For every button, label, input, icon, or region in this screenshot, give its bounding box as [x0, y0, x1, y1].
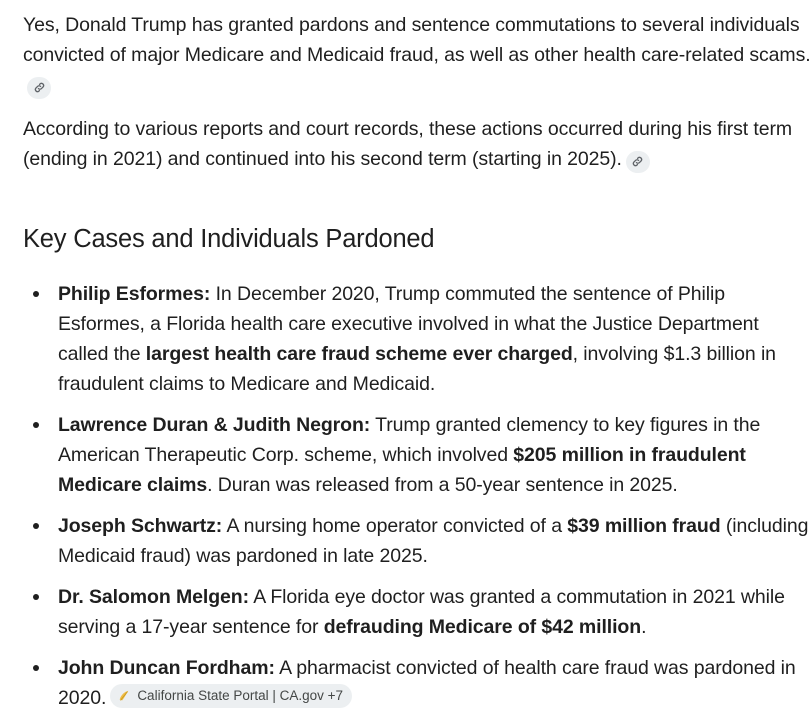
- response-content: [23, 10, 812, 713]
- link-icon: [631, 155, 644, 168]
- case-highlight: $205 million in fraudulent Medicare claims: [58, 444, 746, 496]
- link-icon: [33, 81, 46, 94]
- case-text: Trump granted clemency to key figures in the American Therapeutic Corp. scheme, which involved: [58, 414, 761, 466]
- bullet: [33, 291, 39, 297]
- cases-list: [23, 279, 812, 713]
- case-text: .: [641, 616, 647, 638]
- list-item: [23, 582, 812, 642]
- case-highlight: defrauding Medicare of $42 million: [323, 616, 642, 638]
- case-name: Philip Esformes:: [58, 283, 211, 305]
- bullet: [33, 523, 39, 529]
- case-text: A Florida eye doctor was granted a commutation in 2021 while serving a 17-year sentence for: [58, 586, 785, 638]
- bullet: [33, 422, 39, 428]
- case-highlight: $39 million fraud: [567, 515, 721, 537]
- bullet: [33, 665, 39, 671]
- case-name: Joseph Schwartz:: [58, 515, 223, 537]
- case-text: , involving $1.3 billion in fraudulent claims to Medicare and Medicaid.: [58, 343, 776, 395]
- case-text: A pharmacist convicted of health care fraud was pardoned in 2020.: [58, 657, 796, 709]
- case-text: (including Medicaid fraud) was pardoned in late 2025.: [58, 515, 809, 567]
- case-name: Dr. Salomon Melgen:: [58, 586, 249, 608]
- bullet: [33, 594, 39, 600]
- case-name: John Duncan Fordham:: [58, 657, 275, 679]
- case-text: In December 2020, Trump commuted the sentence of Philip Esformes, a Florida health care executive involved in what the Justice Department called the: [58, 283, 759, 365]
- intro-text-2: According to various reports and court records, these actions occurred during his first term (ending in 2021) and continued into his second term (starting in 2025).: [23, 118, 792, 170]
- ca-gov-favicon-icon: [117, 689, 131, 703]
- case-highlight: largest health care fraud scheme ever charged: [145, 343, 573, 365]
- list-item: [23, 653, 812, 713]
- citation-link-button-1[interactable]: [27, 77, 51, 99]
- source-chip-button[interactable]: [110, 684, 352, 708]
- case-text: A nursing home operator convicted of a: [222, 515, 568, 537]
- intro-paragraph-2: [23, 114, 812, 174]
- case-name: Lawrence Duran & Judith Negron:: [58, 414, 371, 436]
- source-chip-label: California State Portal | CA.gov +7: [137, 688, 344, 703]
- citation-link-button-2[interactable]: [626, 151, 650, 173]
- list-item: [23, 410, 812, 500]
- case-text: . Duran was released from a 50-year sentence in 2025.: [207, 474, 678, 496]
- section-heading: Key Cases and Individuals Pardoned: [23, 225, 435, 253]
- intro-paragraph-1: [23, 10, 812, 100]
- list-item: [23, 279, 812, 399]
- intro-text-1: Yes, Donald Trump has granted pardons and sentence commutations to several individuals convicted of major Medicare and Medicaid fraud, as well as other health care-related scams.: [23, 14, 811, 66]
- list-item: [23, 511, 812, 571]
